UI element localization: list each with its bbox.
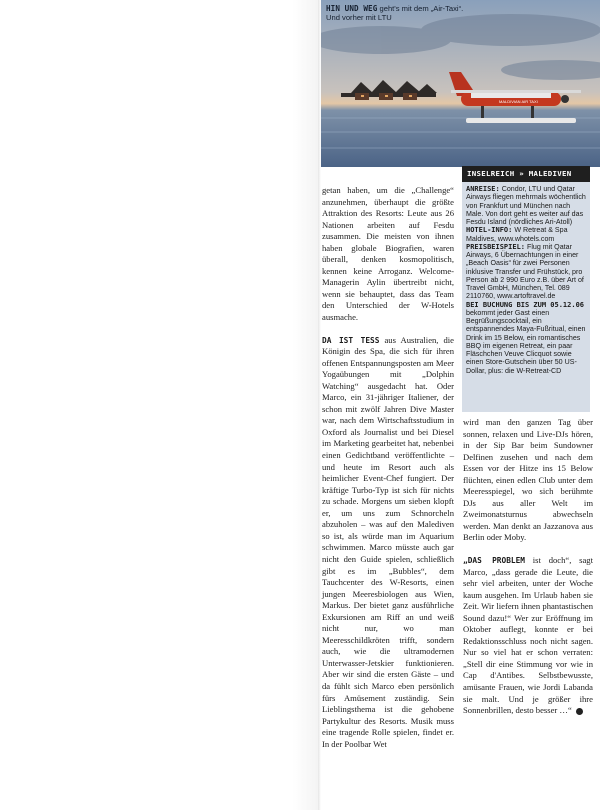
seaplane-illustration: [321, 0, 600, 167]
info-preisbeispiel: [466, 243, 587, 301]
photo-caption: [326, 4, 466, 22]
info-key: BEI BUCHUNG BIS ZUM 05.12.06: [466, 300, 585, 309]
seaplane-photo: [321, 0, 600, 167]
paragraph-lead: DA IST TESS: [322, 335, 380, 345]
info-box-header: INSELREICH » MALEDIVEN: [462, 166, 590, 182]
article-paragraph: wird man den ganzen Tag über sonnen, relaxen und Live-DJs hören, in der Sip Bar beim Sundowner Delfinen zusehen und nach dem Essen vor der Hitze ins 15 Below flüchten, einen edlen Club unter dem Meeresspiegel, wo sich berühmte DJs aus aller Welt im Zweimonatsturnus abwechseln werden. Man denkt an Jazzanova aus Berlin oder Moby.: [463, 417, 593, 543]
info-key: PREISBEISPIEL:: [466, 242, 526, 251]
article-column-left: [322, 185, 454, 750]
info-key: HOTEL-INFO:: [466, 226, 513, 235]
info-key: ANREISE:: [466, 185, 500, 193]
caption-heading: HIN UND WEG: [326, 4, 378, 13]
caption-text: geht's mit dem „Air-Taxi“. Und vorher mit LTU: [326, 4, 464, 23]
article-paragraph: [463, 555, 593, 717]
info-hotel: [466, 226, 587, 243]
info-box-body: [466, 185, 587, 375]
info-text: Flug mit Qatar Airways, 6 Übernachtungen in einer „Beach Oasis“ für zwei Personen inklusive Transfer und Frühstück, pro Person ab 2 990 Euro z.B. über Art of Travel GmbH, München, Tel. 089 2110760, www.artoftravel.de: [466, 242, 584, 301]
paragraph-text: ist doch“, sagt Marco, „dass gerade die Leute, die sehr viel arbeiten, unter der Woche kaum ausgehen. Im Urlaub haben sie Zeit. Wir liefern ihnen phantastischen Sound dazu!“ Wer zur Eröffnung im Oktober auflegt, konnte er bei Redaktionsschluss noch nicht sagen. Nur so viel hat er schon verraten: „Stell dir eine Stimmung vor wie in Cap d'Antibes. Selbstbewusste, amüsante Frauen, wie Jordi Labanda sie malt. Und je größer ihre Sonnenbrillen, desto besser …“: [463, 555, 593, 716]
article-paragraph: [322, 335, 454, 751]
info-buchung: [466, 301, 587, 375]
info-text: bekommt jeder Gast einen Begrüßungscocktail, ein entspannendes Maya-Fußritual, einen Drink im 15 Below, ein romantisches BBQ im eigenen Retreat, ein paar Fläschchen Veuve Clicquot sowie einen Store-Gutschein über 50 US-Dollar, plus: die W-Retreat-CD: [466, 308, 586, 375]
paragraph-lead: „DAS PROBLEM: [463, 556, 525, 566]
article-paragraph: getan haben, um die „Challenge“ anzunehmen, überhaupt die größte Attraktion des Resorts: Leute aus 26 Nationen arbeiten auf Fesdu zusammen. Die meisten von ihnen haben globale Biografien, waren überall, denken kosmopolitisch, kennen keine Arroganz. Welcome-Managerin Aylin übertreibt nicht, wenn sie behauptet, dass das Team den Unterschied der W-Hotels ausmache.: [322, 185, 454, 323]
article-end-icon: [576, 708, 583, 715]
info-text: W Retreat & Spa Maldives, www.whotels.com: [466, 226, 568, 243]
article-column-right: [463, 417, 593, 717]
svg-text:MALDIVIAN AIR TAXI: MALDIVIAN AIR TAXI: [499, 99, 538, 104]
info-text: Condor, LTU und Qatar Airways fliegen mehrmals wöchentlich von Frankfurt und München nach Male. Von dort geht es weiter auf das Fesdu Island (nördliches Ari-Atoll): [466, 185, 586, 226]
paragraph-text: aus Australien, die Königin des Spa, die sich für ihren offenen Entspannungsposten am Meer Yogaübungen mit „Dolphin Watching“ ausgedacht hat. Oder Marco, ein 31-jähriger Italiener, der schon mit zwölf Jahren Dive Master war, nach dem Wirtschaftsstudium in Oxford als Journalist und bei Diesel im Marketing gearbeitet hat, nebenbei einen Gedichtband veröffentlichte – und heute im Resort auch als heimlicher Event-Chef fungiert. Der kräftige Turbo-Typ ist sich für nichts zu schade. Morgens um sieben klopft er, um uns zum Schnorcheln abzuholen – was auf den Malediven so ist, als würde man im Aquarium schwimmen. Marco müsste auch gar nicht den Guide spielen, schließlich gibt es im „Bubbles“, dem Tauchcenter des W-Resorts, einen jungen Meeresbiologen aus Wien, Markus. Der bietet ganz ausführliche Exkursionen am Riff an und weiß nicht nur, wo man Meeresschildkröten trifft, sondern auch, wie die ultramodernen Unterwasser-Jetskier funktionieren. Aber wir sind die ersten Gäste – und da fühlt sich Marco eben persönlich fürs Amüsement zuständig. Sein Lieblingsthema ist die gehobene Partykultur des Resorts. Musik muss eine tragende Rolle spielen, findet er. In der Poolbar Wet: [322, 334, 454, 749]
info-anreise: [466, 185, 587, 226]
